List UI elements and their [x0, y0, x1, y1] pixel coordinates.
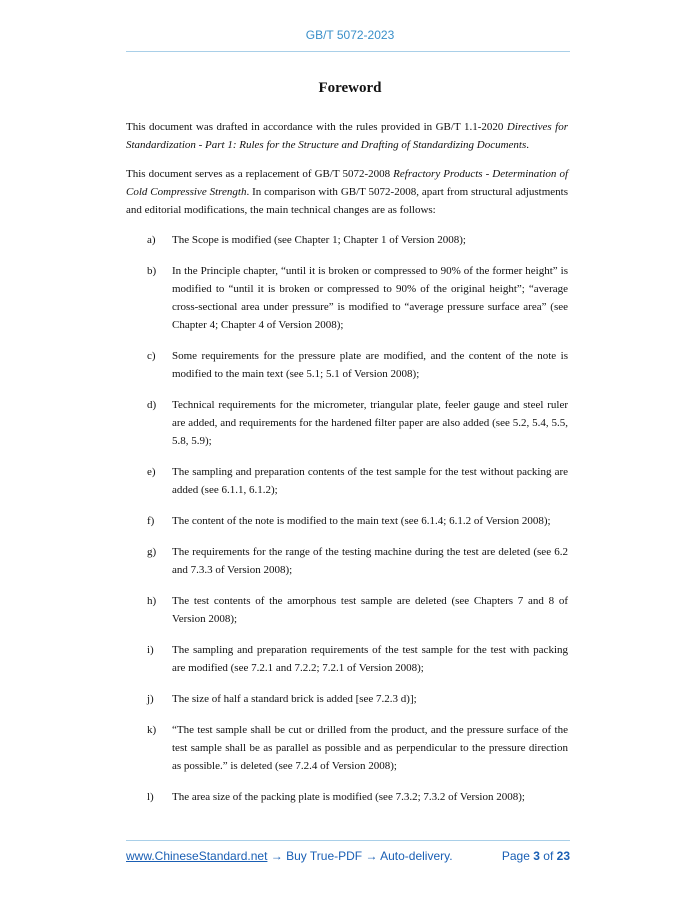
item-marker: c) [147, 350, 156, 362]
change-list-item [126, 721, 568, 775]
change-list-item [126, 690, 568, 708]
change-list-item [126, 463, 568, 499]
item-marker: i) [147, 644, 154, 656]
item-marker: l) [147, 791, 154, 803]
item-text: Technical requirements for the micrometer, triangular plate, feeler gauge and steel ruler are added, and requirements for the hardened filter paper are also added (see 5.2, 5.4, 5.5, 5.8, 5.9); [172, 399, 568, 447]
item-text: The area size of the packing plate is modified (see 7.3.2; 7.3.2 of Version 2008); [172, 791, 525, 803]
item-marker: g) [147, 546, 157, 558]
page-of-label: of [543, 849, 554, 863]
item-marker: d) [147, 399, 157, 411]
footer-divider [126, 840, 570, 841]
item-marker: j) [147, 693, 154, 705]
page-number: 3 [533, 849, 540, 863]
change-list-item [126, 396, 568, 450]
header-divider [126, 51, 570, 52]
item-text: The content of the note is modified to the main text (see 6.1.4; 6.1.2 of Version 2008); [172, 515, 551, 527]
item-text: The test contents of the amorphous test sample are deleted (see Chapters 7 and 8 of Version 2008); [172, 595, 568, 625]
chinesestandard-link[interactable]: www.ChineseStandard.net [126, 849, 268, 863]
item-text: The Scope is modified (see Chapter 1; Chapter 1 of Version 2008); [172, 234, 466, 246]
para2-text-a: This document serves as a replacement of GB/T 5072-2008 [126, 168, 394, 180]
foreword-body [126, 118, 568, 819]
item-text: The sampling and preparation requirements of the test sample for the test with packing are modified (see 7.2.1 and 7.2.2; 7.2.1 of Version 2008); [172, 644, 568, 674]
item-marker: h) [147, 595, 157, 607]
page-label: Page [501, 849, 530, 863]
item-text: “The test sample shall be cut or drilled from the product, and the pressure surface of the test sample shall be as parallel as possible and as perpendicular to the pressure direction as possible.” is deleted (see 7.2.4 of Version 2008); [172, 724, 568, 772]
item-marker: b) [147, 265, 157, 277]
change-list-item [126, 512, 568, 530]
footer-tagline: → Buy True-PDF → Auto-delivery. [267, 849, 453, 863]
item-text: The size of half a standard brick is added [see 7.2.3 d)]; [172, 693, 417, 705]
change-list-item [126, 262, 568, 334]
intro-paragraph-replacement [126, 165, 568, 219]
page-indicator [502, 849, 570, 863]
page-footer [126, 849, 570, 863]
document-code-header: GB/T 5072-2023 [305, 28, 395, 42]
para1-text-a: This document was drafted in accordance with the rules provided in GB/T 1.1-2020 [126, 121, 507, 133]
item-marker: k) [147, 724, 157, 736]
change-list-item [126, 347, 568, 383]
change-list-item [126, 231, 568, 249]
change-list-item [126, 788, 568, 806]
intro-paragraph-drafting [126, 118, 568, 154]
item-marker: f) [147, 515, 155, 527]
para1-text-c: . [526, 139, 530, 151]
page-title: Foreword [318, 80, 382, 96]
change-list-item [126, 592, 568, 628]
item-text: The sampling and preparation contents of the test sample for the test without packing are added (see 6.1.1, 6.1.2); [172, 466, 568, 496]
change-list-item [126, 543, 568, 579]
item-marker: e) [147, 466, 156, 478]
item-text: The requirements for the range of the testing machine during the test are deleted (see 6.2 and 7.3.3 of Version 2008); [172, 546, 568, 576]
item-text: Some requirements for the pressure plate are modified, and the content of the note is modified to the main text (see 5.1; 5.1 of Version 2008); [172, 350, 568, 380]
para1-italic-title: Directives for Standardization - Part 1: Rules for the Structure and Drafting of Standardizing Documents [126, 121, 568, 151]
para2-text-c: . In comparison with GB/T 5072-2008, apart from structural adjustments and editorial modifications, the main technical changes are as follows: [126, 186, 568, 216]
item-marker: a) [147, 234, 156, 246]
page-total: 23 [556, 849, 570, 863]
item-text: In the Principle chapter, “until it is broken or compressed to 90% of the former height” is modified to “until it is broken or compressed to 90% of the original height”; “average cross-sectional area under pressure” is modified to “average pressure surface area” (see Chapter 4; Chapter 4 of Version 2008); [172, 265, 568, 331]
change-list-item [126, 641, 568, 677]
para2-italic-title: Refractory Products - Determination of Cold Compressive Strength [126, 168, 568, 198]
